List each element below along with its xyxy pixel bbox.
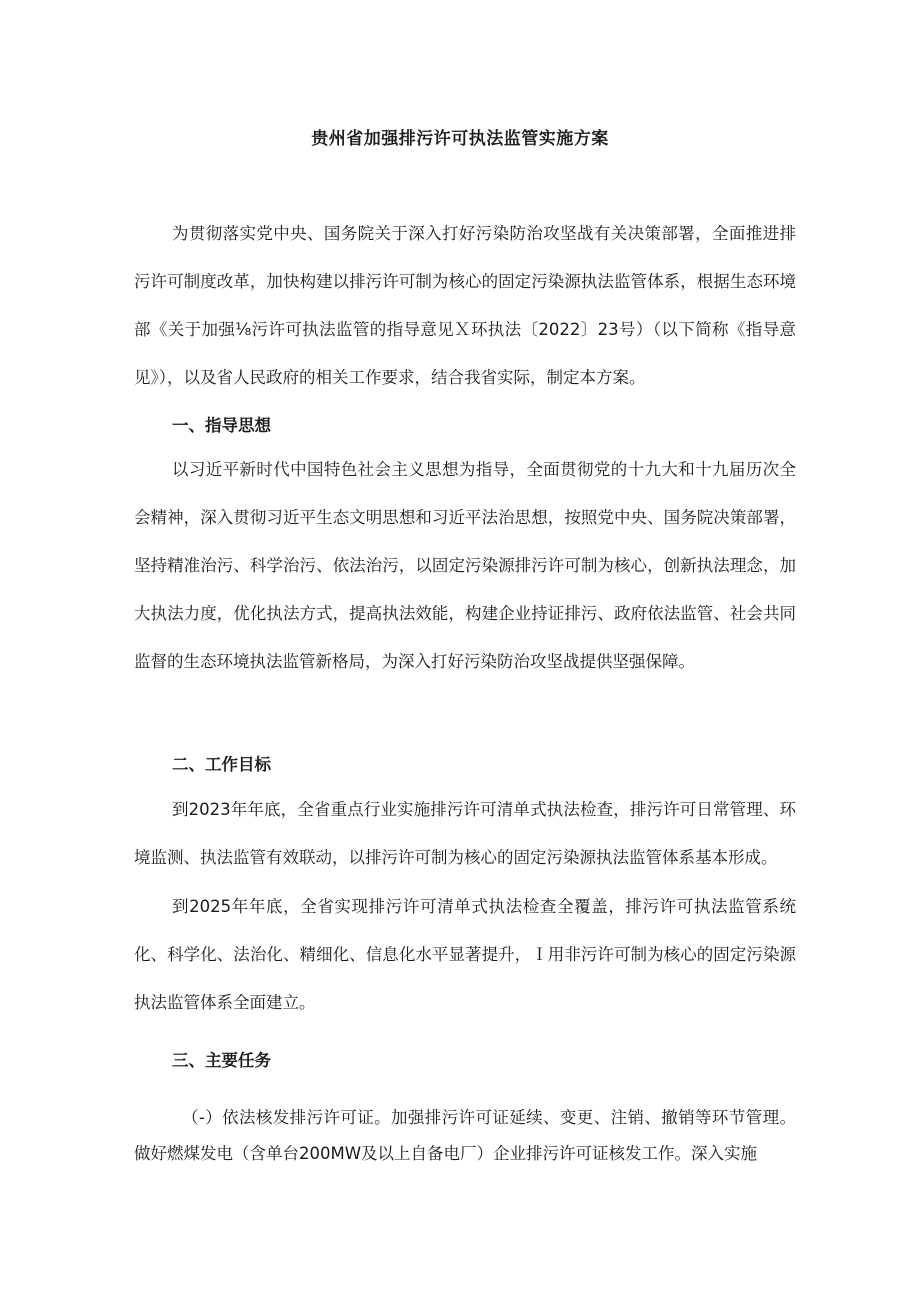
work-goals-paragraph-2023: 到2023年年底，全省重点行业实施排污许可清单式执法检查，排污许可日常管理、环境监测、执法监管有效联动，以排污许可制为核心的固定污染源执法监管体系基本形成。	[134, 800, 796, 867]
work-goals-paragraph-2025: 到2025年年底，全省实现排污许可清单式执法检查全覆盖，排污许可执法监管系统化、科学化、法治化、精细化、信息化水平显著提升，Ｉ用非污许可制为核心的固定污染源执法监管体系全面建立。	[134, 897, 796, 1012]
intro-paragraph: 为贯彻落实党中央、国务院关于深入打好污染防治攻坚战有关决策部署，全面推进排污许可制度改革，加快构建以排污许可制为核心的固定污染源执法监管体系，根据生态环境部《关于加强⅛污许可执法监管的指导意见Ｘ环执法〔2022〕23号）（以下简称《指导意见》），以及省人民政府的相关工作要求，结合我省实际，制定本方案。	[134, 224, 796, 387]
main-tasks-paragraph-1: （-）依法核发排污许可证。加强排污许可证延续、变更、注销、撤销等环节管理。做好燃煤发电（含单台200MW及以上自备电厂）企业排污许可证核发工作。深入实施	[134, 1108, 796, 1163]
guiding-ideology-paragraph: 以习近平新时代中国特色社会主义思想为指导，全面贯彻党的十九大和十九届历次全会精神，深入贯彻习近平生态文明思想和习近平法治思想，按照党中央、国务院决策部署，坚持精准治污、科学治污、依法治污，以固定污染源排污许可制为核心，创新执法理念，加大执法力度，优化执法方式，提高执法效能，构建企业持证排污、政府依法监管、社会共同监督的生态环境执法监管新格局，为深入打好污染防治攻坚战提供坚强保障。	[134, 460, 796, 671]
section-heading-main-tasks: 三、主要任务	[172, 1051, 271, 1070]
document-title: 贵州省加强排污许可执法监管实施方案	[311, 129, 609, 149]
section-heading-guiding-ideology: 一、指导思想	[172, 416, 271, 435]
section-heading-work-goals: 二、工作目标	[172, 755, 271, 774]
